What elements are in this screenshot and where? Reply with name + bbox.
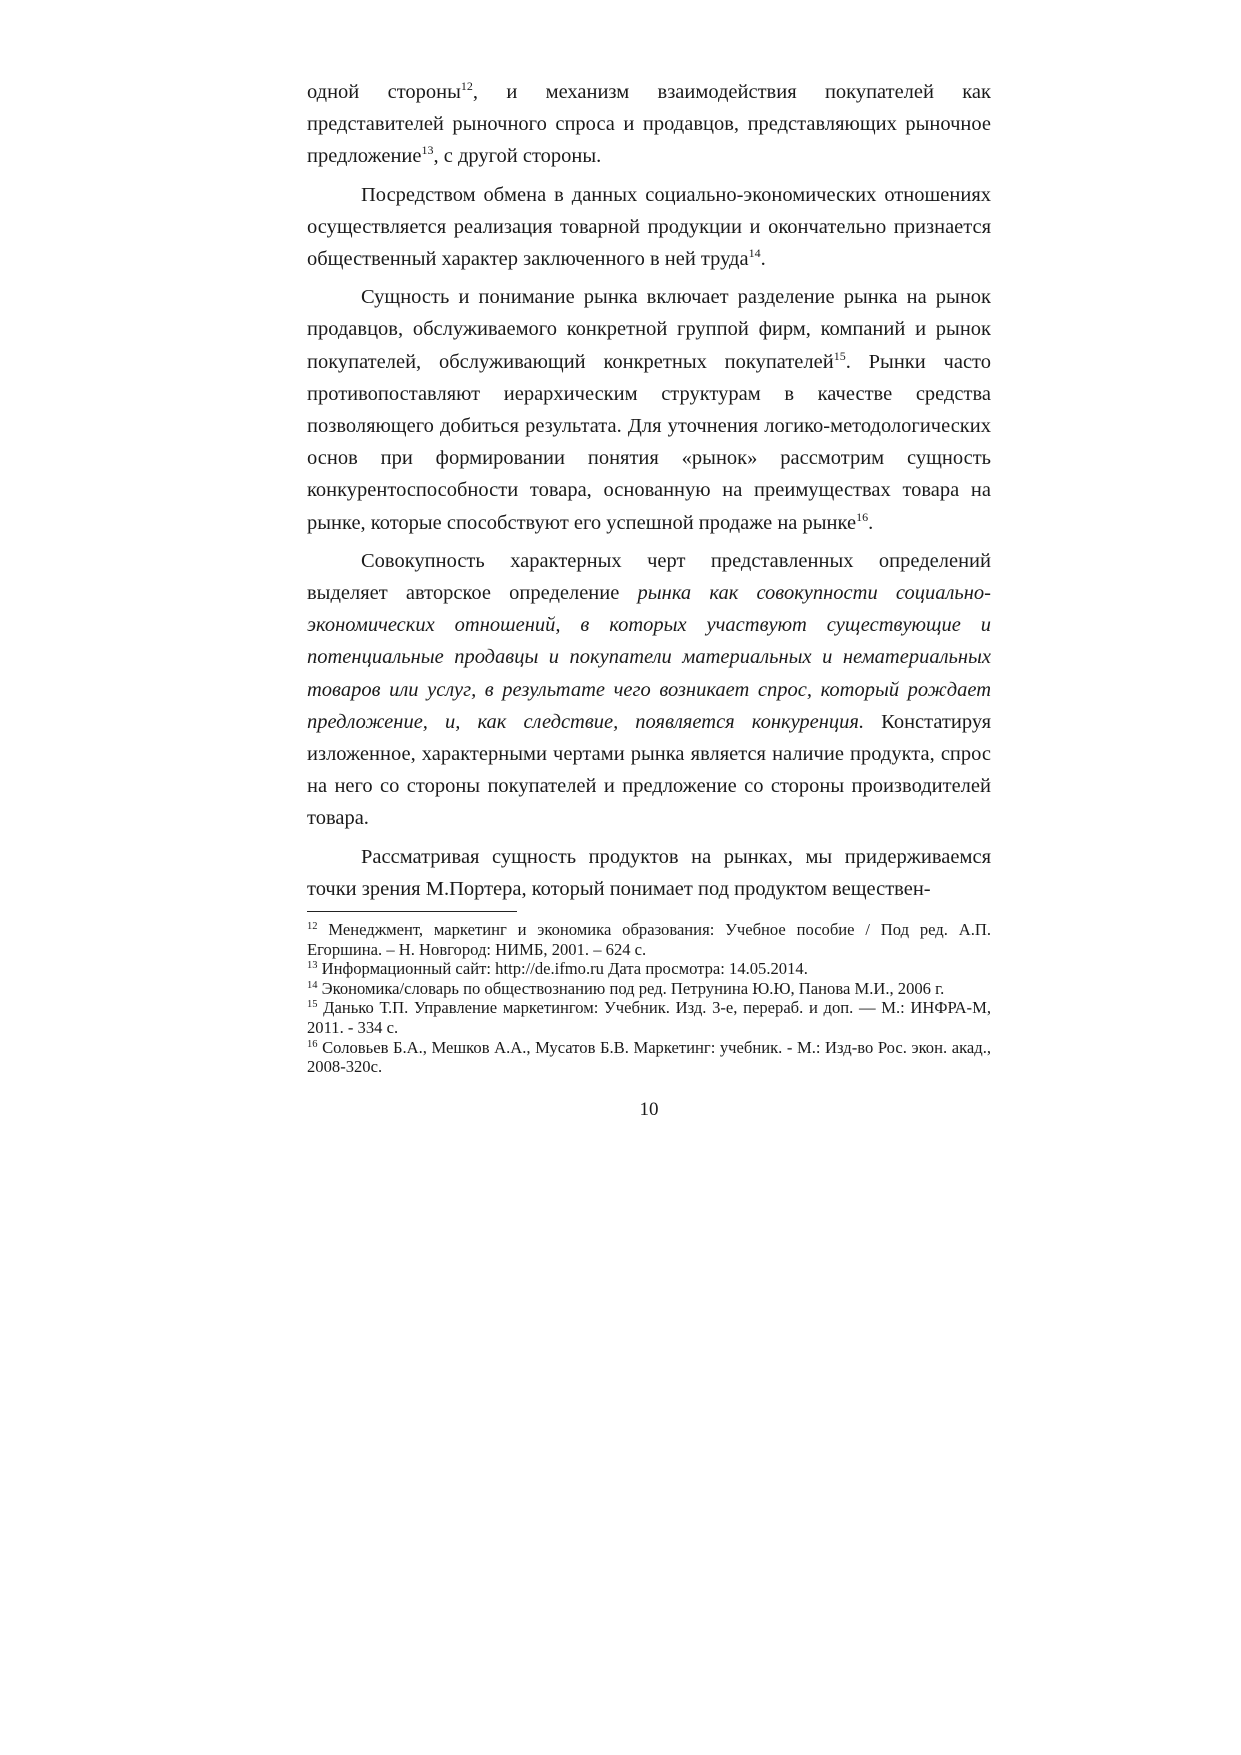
footnote-ref: 12 — [460, 79, 473, 93]
paragraph-5 — [307, 841, 991, 905]
footnote-number: 12 — [307, 921, 318, 933]
market-definition-italic: рынка как совокупности социально-экономических отношений, в которых участвуют существующие и потенциальные продавцы и покупатели материальных и нематериальных товаров или услуг, в результате чего возникает спрос, который рождает предложение, и, как следствие, появляется конкуренция. — [307, 582, 991, 733]
paragraph-2 — [307, 179, 991, 276]
footnote-ref: 15 — [833, 348, 846, 363]
text-span: Констатируя изложенное, характерными чертами рынка является наличие продукта, спрос на него со стороны покупателей и предложение со стороны производителей товара. — [307, 710, 991, 830]
footnote-text: Соловьев Б.А., Мешков А.А., Мусатов Б.В. Маркетинг: учебник. - М.: Изд-во Рос. экон. акад., 2008-320с. — [307, 1037, 991, 1077]
text-span: одной стороны — [307, 81, 461, 103]
footnote-number: 16 — [307, 1038, 318, 1050]
footnote-ref: 13 — [421, 143, 434, 158]
text-span: . — [760, 248, 766, 271]
text-span: Рассматривая сущность продуктов на рынках, мы придерживаемся точки зрения М.Портера, который понимает под продуктом веществен- — [307, 845, 991, 900]
footnote-14 — [307, 979, 991, 999]
footnote-number: 14 — [307, 979, 318, 991]
footnote-text: Менеджмент, маркетинг и экономика образования: Учебное пособие / Под ред. А.П. Егоршина. – Н. Новгород: НИМБ, 2001. – 624 с. — [307, 920, 991, 959]
footnote-16 — [307, 1038, 991, 1077]
footnote-13 — [307, 959, 991, 979]
footnote-text: Экономика/словарь по обществознанию под ред. Петрунина Ю.Ю, Панова М.И., 2006 г. — [317, 978, 945, 998]
paragraph-4 — [307, 545, 991, 835]
body-text — [307, 76, 991, 905]
text-span: . Рынки часто противопоставляют иерархическим структурам в качестве средства позволяющего добиться результата. Для уточнения логико-методологических основ при формировании понятия «рынок» рассмотрим сущность конкурентоспособности товара, основанную на преимуществах товара на рынке, которые способствуют его успешной продаже на рынке — [307, 350, 991, 534]
footnote-number: 15 — [307, 999, 318, 1011]
footnote-divider — [307, 911, 517, 912]
footnote-ref: 14 — [748, 246, 761, 261]
document-page — [307, 76, 991, 1121]
footnote-15 — [307, 998, 991, 1037]
paragraph-1 — [307, 76, 991, 173]
footnotes — [307, 920, 991, 1077]
text-span: . — [868, 511, 874, 534]
text-span: Посредством обмена в данных социально-экономических отношениях осуществляется реализация товарной продукции и окончательно признается общественный характер заключенного в ней труда — [307, 183, 991, 271]
text-span: , и механизм взаимодействия покупателей как представителей рыночного спроса и продавцов, представляющих рыночное предложение — [307, 81, 991, 168]
paragraph-3 — [307, 281, 991, 539]
text-span: , с другой стороны. — [433, 145, 602, 168]
footnote-number: 13 — [307, 960, 318, 972]
footnote-text: Данько Т.П. Управление маркетингом: Учебник. Изд. 3-е, перераб. и доп. — М.: ИНФРА-М, 2011. - 334 с. — [307, 998, 991, 1038]
footnote-12 — [307, 920, 991, 959]
text-span: Совокупность характерных черт представленных определений выделяет авторское определение — [307, 549, 991, 605]
footnote-ref: 16 — [856, 509, 869, 524]
page-number: 10 — [639, 1098, 659, 1120]
text-span: Сущность и понимание рынка включает разделение рынка на рынок продавцов, обслуживаемого конкретной группой фирм, компаний и рынок покупателей, обслуживающий конкретных покупателей — [307, 286, 991, 373]
footnote-text: Информационный сайт: http://de.ifmo.ru Дата просмотра: 14.05.2014. — [317, 959, 808, 979]
